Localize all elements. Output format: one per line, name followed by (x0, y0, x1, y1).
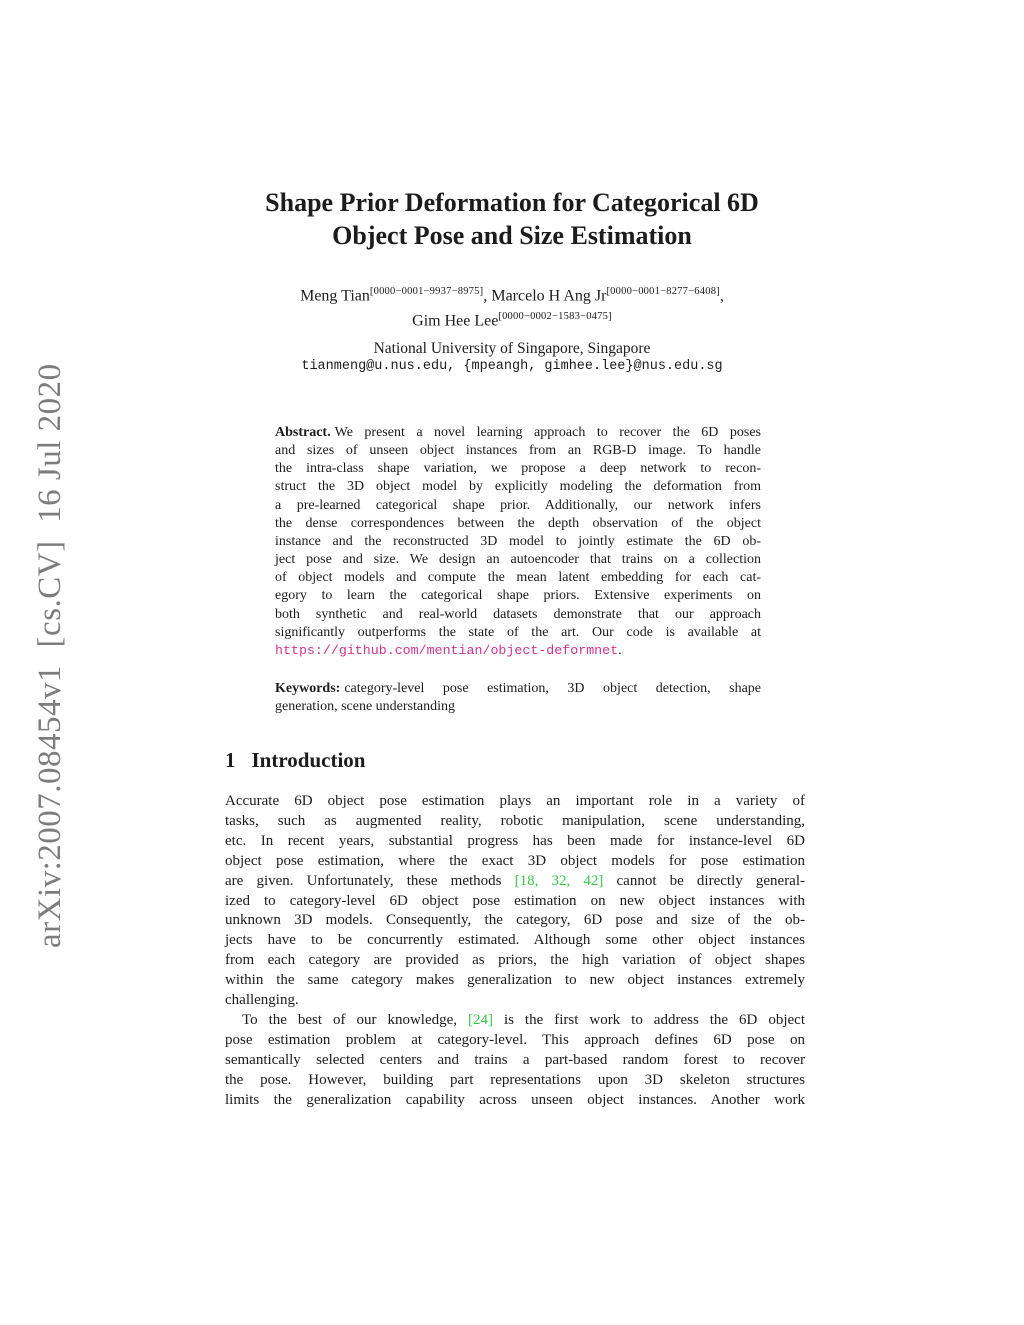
text-line (225, 951, 805, 971)
text-run: within the same category makes generalization to new object instances extremely (225, 972, 805, 989)
text-line (225, 911, 805, 931)
keywords (275, 680, 761, 716)
text-run: significantly outperforms the state of the art. Our code is available at (275, 624, 761, 640)
text-line (225, 1031, 805, 1051)
text-run: etc. In recent years, substantial progress has been made for instance-level 6D (225, 832, 805, 849)
text-run: We present a novel learning approach to recover the 6D poses (334, 425, 761, 440)
text-line (225, 1071, 805, 1091)
text-run: challenging. (225, 992, 299, 1009)
author-emails: tianmeng@u.nus.edu, {mpeangh, gimhee.lee}@nus.edu.sg (301, 359, 723, 374)
paper-title-line2: Object Pose and Size Estimation (332, 221, 692, 250)
text-line (275, 460, 761, 478)
text-line (275, 515, 761, 533)
citation-link[interactable]: [18, 32, 42] (514, 872, 604, 889)
text-run: Meng Tian (300, 287, 370, 305)
bold-label: Abstract. (275, 425, 331, 440)
text-run: . (618, 642, 622, 658)
text-run: a pre-learned categorical shape prior. Additionally, our network infers (275, 497, 761, 513)
text-run: ject pose and size. We design an autoencoder that trains on a collection (275, 552, 761, 568)
text-run: unknown 3D models. Consequently, the category, 6D pose and size of the ob- (225, 912, 805, 929)
section-title: Introduction (251, 748, 366, 772)
paper-title (0, 186, 1024, 252)
text-line (225, 971, 805, 991)
intro-paragraph-2 (225, 1011, 805, 1111)
author-line1 (0, 281, 1024, 306)
text-line (275, 569, 761, 587)
text-run: generation, scene understanding (275, 699, 455, 715)
abstract (275, 424, 761, 660)
arxiv-stamp: arXiv:2007.08454v1 [cs.CV] 16 Jul 2020 (32, 363, 68, 949)
text-line (275, 424, 761, 442)
text-run: To the best of our knowledge, (242, 1012, 468, 1028)
text-line (225, 1051, 805, 1071)
text-line (225, 1011, 805, 1031)
text-line (275, 698, 761, 716)
intro-paragraph-1 (225, 792, 805, 1011)
text-run: , (719, 287, 724, 305)
text-run: tasks, such as augmented reality, robotic manipulation, scene understanding, (225, 812, 805, 829)
text-line (275, 497, 761, 515)
text-line (225, 1091, 805, 1111)
text-line (275, 587, 761, 605)
text-run: [0000−0001−8277−6408] (606, 286, 720, 297)
text-line (275, 624, 761, 642)
section-heading-introduction (225, 748, 365, 773)
citation-link[interactable]: [24] (467, 1012, 493, 1028)
text-run: the pose. However, building part representations upon 3D skeleton structures (225, 1071, 805, 1088)
text-run: object pose estimation, where the exact 3D object models for pose estimation (225, 852, 805, 869)
affiliation: National University of Singapore, Singapore (373, 340, 651, 357)
text-line (275, 533, 761, 551)
text-line (275, 551, 761, 569)
text-run: , Marcelo H Ang Jr (483, 287, 607, 305)
text-run: jects have to be concurrently estimated. Although some other object instances (225, 932, 805, 949)
text-run: and sizes of unseen object instances from an RGB-D image. To handle (275, 443, 761, 459)
author-line2 (0, 306, 1024, 331)
paper-title-line1: Shape Prior Deformation for Categorical 6D (265, 188, 759, 217)
text-run: [0000−0002−1583−0475] (498, 311, 612, 323)
section-number: 1 (225, 748, 236, 772)
text-line (275, 680, 761, 698)
text-run: are given. Unfortunately, these methods (225, 872, 515, 889)
text-line (225, 832, 805, 852)
text-run: Accurate 6D object pose estimation plays an important role in a variety of (225, 793, 805, 809)
text-line (225, 991, 805, 1011)
text-run: egory to learn the categorical shape priors. Extensive experiments on (275, 588, 761, 604)
text-run: struct the 3D object model by explicitly modeling the deformation from (275, 479, 761, 495)
text-run: [0000−0001−9937−8975] (369, 286, 484, 297)
text-run: the dense correspondences between the depth observation of the object (275, 515, 761, 531)
text-run: is the first work to address the 6D object (492, 1012, 805, 1028)
bold-label: Keywords: (275, 681, 341, 696)
text-run: from each category are provided as priors, the high variation of object shapes (225, 952, 805, 969)
url-link[interactable]: https://github.com/mentian/object-deformnet (275, 642, 619, 658)
text-line (225, 812, 805, 832)
text-run: Gim Hee Lee (412, 312, 499, 330)
text-line (225, 931, 805, 951)
text-run: ized to category-level 6D object pose estimation on new object instances with (225, 892, 805, 909)
text-run: limits the generalization capability across unseen object instances. Another work (225, 1091, 805, 1108)
text-run: semantically selected centers and trains a part-based random forest to recover (225, 1051, 805, 1068)
text-line (225, 872, 805, 892)
text-line (275, 642, 761, 660)
text-run: of object models and compute the mean latent embedding for each cat- (275, 570, 761, 586)
text-line (225, 792, 805, 812)
text-run: instance and the reconstructed 3D model to jointly estimate the 6D ob- (275, 533, 761, 549)
text-run: the intra-class shape variation, we propose a deep network to recon- (275, 461, 761, 477)
text-line (225, 892, 805, 912)
author-list (0, 281, 1024, 332)
text-line (225, 852, 805, 872)
text-run: both synthetic and real-world datasets demonstrate that our approach (275, 606, 761, 622)
text-run: cannot be directly general- (603, 872, 806, 889)
text-line (275, 478, 761, 496)
text-run: category-level pose estimation, 3D object detection, shape (344, 681, 761, 696)
text-line (275, 606, 761, 624)
text-line (275, 442, 761, 460)
text-run: pose estimation problem at category-level. This approach defines 6D pose on (225, 1031, 805, 1048)
